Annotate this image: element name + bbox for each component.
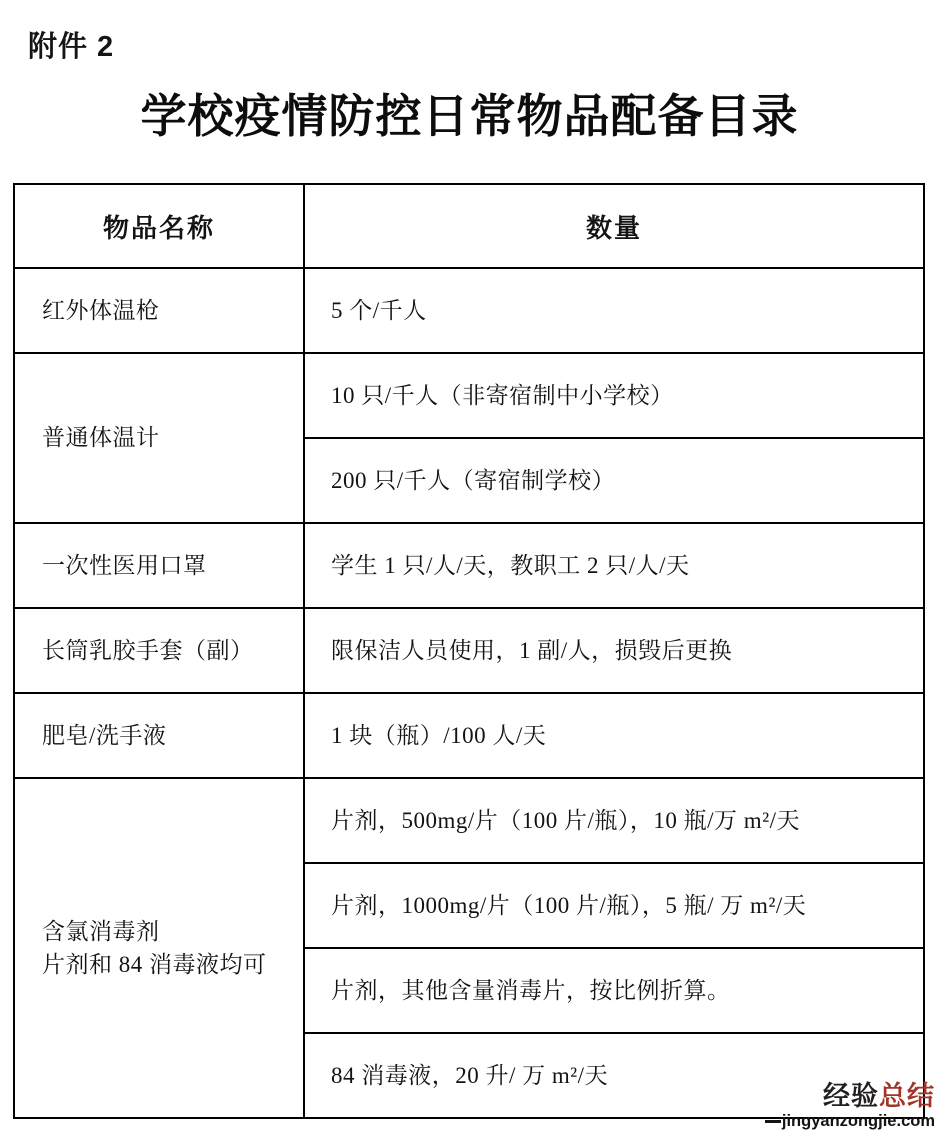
quantity-cell: 片剂，1000mg/片（100 片/瓶），5 瓶/ 万 m²/天 — [304, 863, 924, 948]
watermark-dash — [765, 1120, 781, 1123]
item-cell-multiline — [14, 778, 304, 1118]
watermark-brand-red: 总结 — [879, 1081, 935, 1111]
item-cell: 普通体温计 — [14, 353, 304, 523]
quantity-cell: 84 消毒液，20 升/ 万 m²/天 — [304, 1033, 924, 1118]
quantity-cell: 200 只/千人（寄宿制学校） — [304, 438, 924, 523]
item-cell: 红外体温枪 — [14, 268, 304, 353]
quantity-cell: 限保洁人员使用，1 副/人，损毁后更换 — [304, 608, 924, 693]
header-quantity: 数量 — [304, 184, 924, 268]
item-line-1: 含氯消毒剂 — [42, 918, 160, 944]
supplies-table — [13, 183, 925, 1119]
watermark-domain-row — [765, 1113, 935, 1130]
watermark-domain: jingyanzongjie.com — [781, 1112, 935, 1130]
item-cell: 长筒乳胶手套（副） — [14, 608, 304, 693]
quantity-cell: 10 只/千人（非寄宿制中小学校） — [304, 353, 924, 438]
table-row — [14, 268, 924, 353]
watermark-brand-black: 经验 — [823, 1081, 879, 1111]
table-row — [14, 523, 924, 608]
header-row — [14, 184, 924, 268]
table-header — [14, 184, 924, 268]
watermark — [765, 1083, 935, 1130]
quantity-cell: 1 块（瓶）/100 人/天 — [304, 693, 924, 778]
quantity-cell: 学生 1 只/人/天，教职工 2 只/人/天 — [304, 523, 924, 608]
quantity-cell: 片剂，500mg/片（100 片/瓶），10 瓶/万 m²/天 — [304, 778, 924, 863]
item-cell: 一次性医用口罩 — [14, 523, 304, 608]
watermark-brand — [765, 1083, 935, 1110]
quantity-cell: 片剂，其他含量消毒片，按比例折算。 — [304, 948, 924, 1033]
page-title: 学校疫情防控日常物品配备目录 — [140, 91, 799, 142]
table-row — [14, 608, 924, 693]
header-item-name: 物品名称 — [14, 184, 304, 268]
table-row — [14, 353, 924, 438]
attachment-label: 附件 2 — [28, 31, 115, 63]
table-row — [14, 693, 924, 778]
item-cell: 肥皂/洗手液 — [14, 693, 304, 778]
item-line-2: 片剂和 84 消毒液均可 — [42, 952, 267, 977]
table-row — [14, 778, 924, 863]
quantity-cell: 5 个/千人 — [304, 268, 924, 353]
